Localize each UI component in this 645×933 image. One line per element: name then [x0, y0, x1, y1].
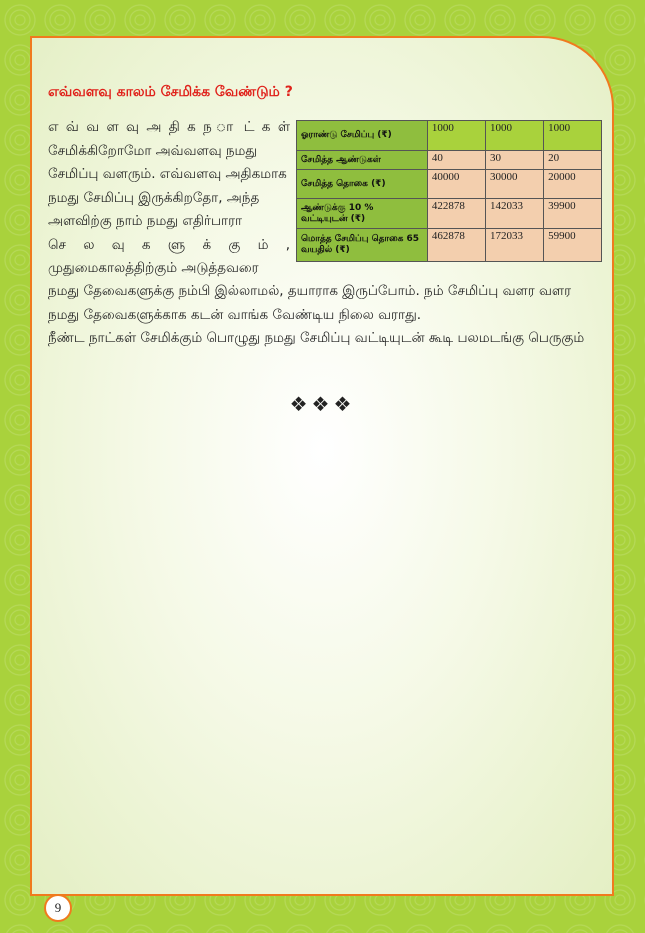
table-cell: 40	[427, 151, 485, 170]
row-label: சேமித்த தொகை (₹)	[297, 170, 428, 199]
ornament-divider: ❖❖❖	[289, 392, 356, 416]
table-row	[297, 151, 602, 170]
row-label: மொத்த சேமிப்பு தொகை 65 வயதில் (₹)	[297, 229, 428, 262]
table-cell: 20000	[544, 170, 602, 199]
table-cell: 172033	[486, 229, 544, 262]
table-cell: 422878	[427, 199, 485, 229]
table-cell: 30000	[486, 170, 544, 199]
intro-line: அளவிற்கு நாம் நமது எதிர்பாரா	[48, 213, 243, 229]
row-label: ஓராண்டு சேமிப்பு (₹)	[297, 121, 428, 151]
intro-line: சேமிக்கிறோமோ அவ்வளவு நமது	[48, 142, 258, 159]
table-row	[297, 121, 602, 151]
table-cell: 1000	[427, 121, 485, 151]
table-row	[297, 199, 602, 229]
intro-line: முதுமைகாலத்திற்கும் அடுத்தவரை	[48, 260, 259, 276]
table-row	[297, 229, 602, 262]
savings-table	[296, 120, 602, 262]
paragraph-preparedness: நமது தேவைகளுக்கு நம்பி இல்லாமல், தயாராக இருப்போம். நம் சேமிப்பு வளர வளர நமது தேவைகளுக்காக கடன் வாங்க வேண்டிய நிலை வராது.	[48, 283, 572, 323]
table-cell: 40000	[427, 170, 485, 199]
table-cell: 462878	[427, 229, 485, 262]
paragraph-long-term: நீண்ட நாட்கள் சேமிக்கும் பொழுது நமது சேமிப்பு வட்டியுடன் கூடி பலமடங்கு பெருகும்	[48, 330, 585, 346]
row-label: ஆண்டுக்கு 10 % வட்டியுடன் (₹)	[297, 199, 428, 229]
table-cell: 1000	[486, 121, 544, 151]
intro-line: எ வ் வ ள வு அ தி க ந ா ட் க ள்	[48, 119, 290, 135]
table-row	[297, 170, 602, 199]
intro-line: நமது சேமிப்பு இருக்கிறதோ, அந்த	[48, 189, 260, 206]
intro-line: செ ல வு க ளு க் கு ம் ,	[48, 236, 290, 253]
table-cell: 59900	[544, 229, 602, 262]
table-cell: 39900	[544, 199, 602, 229]
intro-text	[48, 116, 290, 281]
table-cell: 30	[486, 151, 544, 170]
table-cell: 20	[544, 151, 602, 170]
section-heading: எவ்வளவு காலம் சேமிக்க வேண்டும் ?	[48, 84, 293, 100]
table-cell: 1000	[544, 121, 602, 151]
page-number: 9	[44, 894, 72, 922]
intro-line: சேமிப்பு வளரும். எவ்வளவு அதிகமாக	[48, 166, 287, 182]
table-cell: 142033	[486, 199, 544, 229]
row-label: சேமித்த ஆண்டுகள்	[297, 151, 428, 170]
